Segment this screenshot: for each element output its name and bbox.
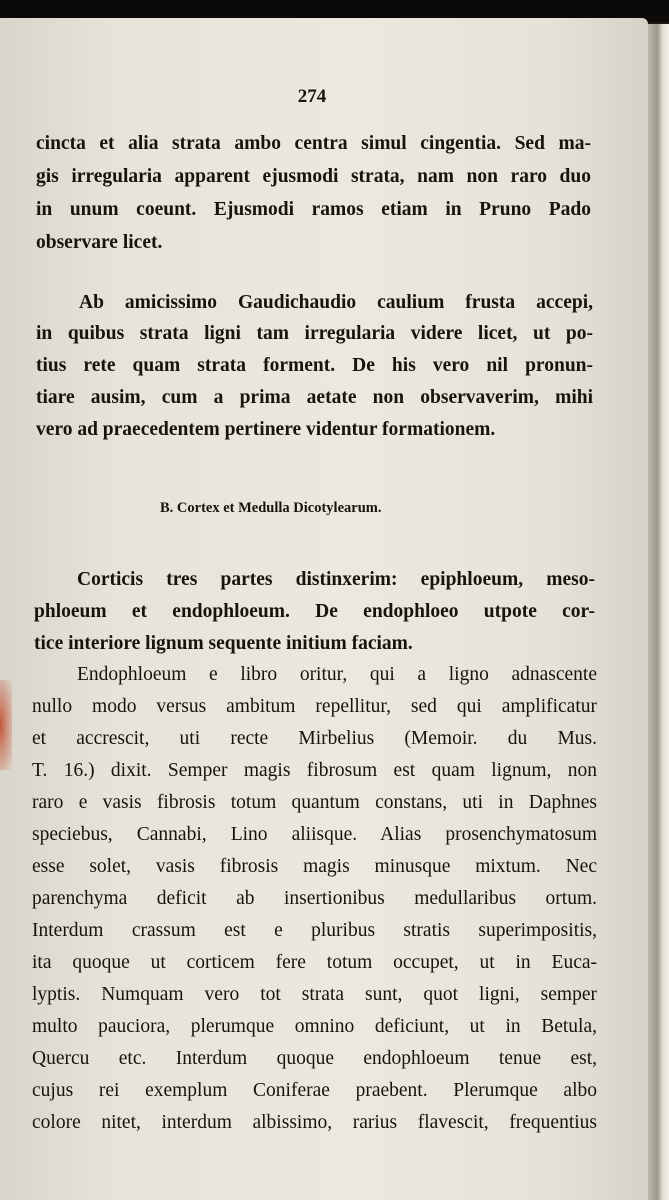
text-line: colore nitet, interdum albissimo, rarius flavescit, frequentius (32, 1112, 597, 1133)
page-number: 274 (297, 86, 327, 107)
text-line: Endophloeum e libro oritur, qui a ligno adnascente (77, 664, 597, 685)
text-line: speciebus, Cannabi, Lino aliisque. Alias prosenchymatosum (32, 824, 597, 845)
text-line: tice interiore lignum sequente initium faciam. (34, 633, 413, 654)
text-line: tius rete quam strata forment. De his vero nil pronun- (36, 355, 593, 376)
text-line: in unum coeunt. Ejusmodi ramos etiam in Pruno Pado (36, 199, 591, 220)
text-line: cujus rei exemplum Coniferae praebent. Plerumque albo (32, 1080, 597, 1101)
page-edge-stack (648, 24, 669, 1200)
text-line: tiare ausim, cum a prima aetate non observaverim, mihi (36, 387, 593, 408)
text-line: cincta et alia strata ambo centra simul cingentia. Sed ma- (36, 133, 591, 154)
text-line: ita quoque ut corticem fere totum occupet, ut in Euca- (32, 952, 597, 973)
section-heading: B. Cortex et Medulla Dicotylearum. (160, 500, 382, 516)
text-line: vero ad praecedentem pertinere videntur formationem. (36, 419, 496, 440)
finger-edge (0, 680, 12, 770)
text-line: Ab amicissimo Gaudichaudio caulium frusta accepi, (79, 292, 593, 313)
text-line: in quibus strata ligni tam irregularia videre licet, ut po- (36, 323, 593, 344)
text-line: nullo modo versus ambitum repellitur, sed qui amplificatur (32, 696, 597, 717)
text-line: phloeum et endophloeum. De endophloeo utpote cor- (34, 601, 595, 622)
text-line: esse solet, vasis fibrosis magis minusque mixtum. Nec (32, 856, 597, 877)
text-line: observare licet. (36, 232, 163, 253)
text-line: gis irregularia apparent ejusmodi strata, nam non raro duo (36, 166, 591, 187)
text-line: Interdum crassum est e pluribus stratis superimpositis, (32, 920, 597, 941)
text-line: raro e vasis fibrosis totum quantum constans, uti in Daphnes (32, 792, 597, 813)
text-line: multo pauciora, plerumque omnino deficiunt, ut in Betula, (32, 1016, 597, 1037)
text-line: Quercu etc. Interdum quoque endophloeum tenue est, (32, 1048, 597, 1069)
text-line: lyptis. Numquam vero tot strata sunt, quot ligni, semper (32, 984, 597, 1005)
text-line: T. 16.) dixit. Semper magis fibrosum est quam lignum, non (32, 760, 597, 781)
text-line: Corticis tres partes distinxerim: epiphloeum, meso- (77, 569, 595, 590)
text-line: et accrescit, uti recte Mirbelius (Memoir. du Mus. (32, 728, 597, 749)
text-line: parenchyma deficit ab insertionibus medullaribus ortum. (32, 888, 597, 909)
